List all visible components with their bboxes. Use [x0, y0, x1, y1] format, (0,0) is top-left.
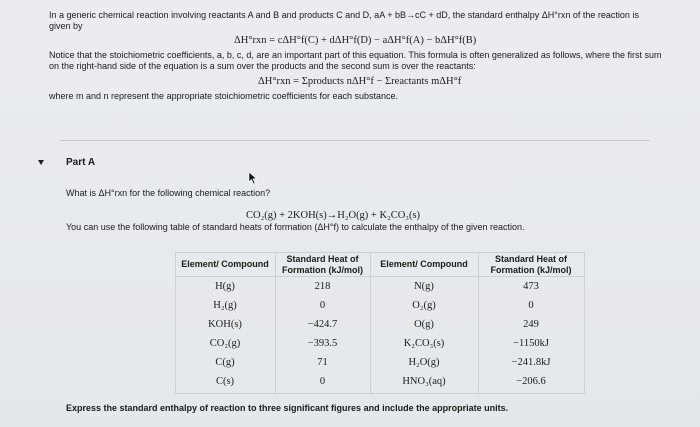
cell-heat-2: −1150kJ — [513, 338, 549, 349]
cell-compound: H₂(g) — [213, 300, 237, 311]
cell-compound: CO₂(g) — [209, 338, 241, 349]
table-border-bottom — [175, 393, 585, 394]
header-heat-line-1: Standard Heat of — [286, 254, 359, 264]
table-border-right — [584, 252, 585, 394]
table-border-top — [175, 252, 585, 253]
cell-compound-2: HNO₃(aq) — [402, 376, 446, 387]
cell-compound: KOH(s) — [208, 319, 242, 330]
collapse-triangle-icon[interactable] — [38, 160, 44, 165]
table-header-divider — [175, 276, 585, 277]
intro-line-1: In a generic chemical reaction involving reactants A and B and products C and D, aA + bB→cC + dD, the standard enthalpy ΔH°rxn of the reaction is — [49, 10, 639, 20]
cell-heat: 0 — [319, 376, 326, 387]
cell-heat: 0 — [319, 300, 326, 311]
notice-line-2: on the right-hand side of the equation is a sum over the products and the second sum is over the reactants: — [49, 61, 476, 71]
header-heat-line-2: Formation (kJ/mol) — [281, 265, 363, 275]
cell-compound: H(g) — [215, 281, 235, 292]
cell-heat: 218 — [314, 281, 331, 292]
mouse-cursor-icon — [248, 171, 258, 185]
cell-compound-2: O₂(g) — [412, 300, 436, 311]
where-text: where m and n represent the appropriate stoichiometric coefficients for each substance. — [49, 91, 399, 101]
cell-compound-2: N(g) — [414, 281, 434, 292]
cell-heat: 71 — [317, 357, 328, 368]
cell-compound-2: O(g) — [414, 319, 434, 330]
cell-heat-2: 249 — [523, 319, 539, 330]
header-element-compound-2: Element/ Compound — [380, 259, 468, 269]
answer-instruction: Express the standard enthalpy of reaction to three significant figures and include the appropriate units. — [66, 403, 509, 413]
question-text: What is ΔH°rxn for the following chemical reaction? — [66, 188, 271, 198]
notice-line-1: Notice that the stoichiometric coefficients, a, b, c, d, are an important part of this equation. This formula is often generalized as follows, where the first sum — [49, 50, 662, 60]
cell-compound-2: K₂CO₃(s) — [403, 338, 445, 349]
cell-heat-2: −241.8kJ — [511, 357, 551, 368]
header-heat-2-line-1: Standard Heat of — [494, 254, 567, 264]
header-heat-2-line-2: Formation (kJ/mol) — [490, 265, 572, 275]
cell-heat: −424.7 — [307, 319, 338, 330]
section-divider — [60, 140, 650, 141]
cell-heat-2: 473 — [523, 281, 539, 292]
intro-line-2: given by — [49, 21, 83, 31]
cell-heat-2: −206.6 — [516, 376, 546, 387]
header-element-compound: Element/ Compound — [181, 259, 269, 269]
general-equation: ΔH°rxn = Σproducts nΔH°f − Σreactants mΔH°f — [258, 76, 462, 87]
cell-compound: C(g) — [215, 357, 235, 368]
part-a-title[interactable]: Part A — [66, 157, 96, 168]
cell-heat-2: 0 — [528, 300, 534, 311]
enthalpy-equation: ΔH°rxn = cΔH°f(C) + dΔH°f(D) − aΔH°f(A) − bΔH°f(B) — [234, 35, 477, 46]
cell-heat: −393.5 — [307, 338, 338, 349]
reaction-equation: CO₂(g) + 2KOH(s)→H₂O(g) + K₂CO₃(s) — [246, 210, 421, 221]
cell-compound: C(s) — [215, 376, 235, 387]
instruction-text: You can use the following table of standard heats of formation (ΔH°f) to calculate the enthalpy of the given reaction. — [66, 222, 525, 232]
cell-compound-2: H₂O(g) — [408, 357, 440, 368]
